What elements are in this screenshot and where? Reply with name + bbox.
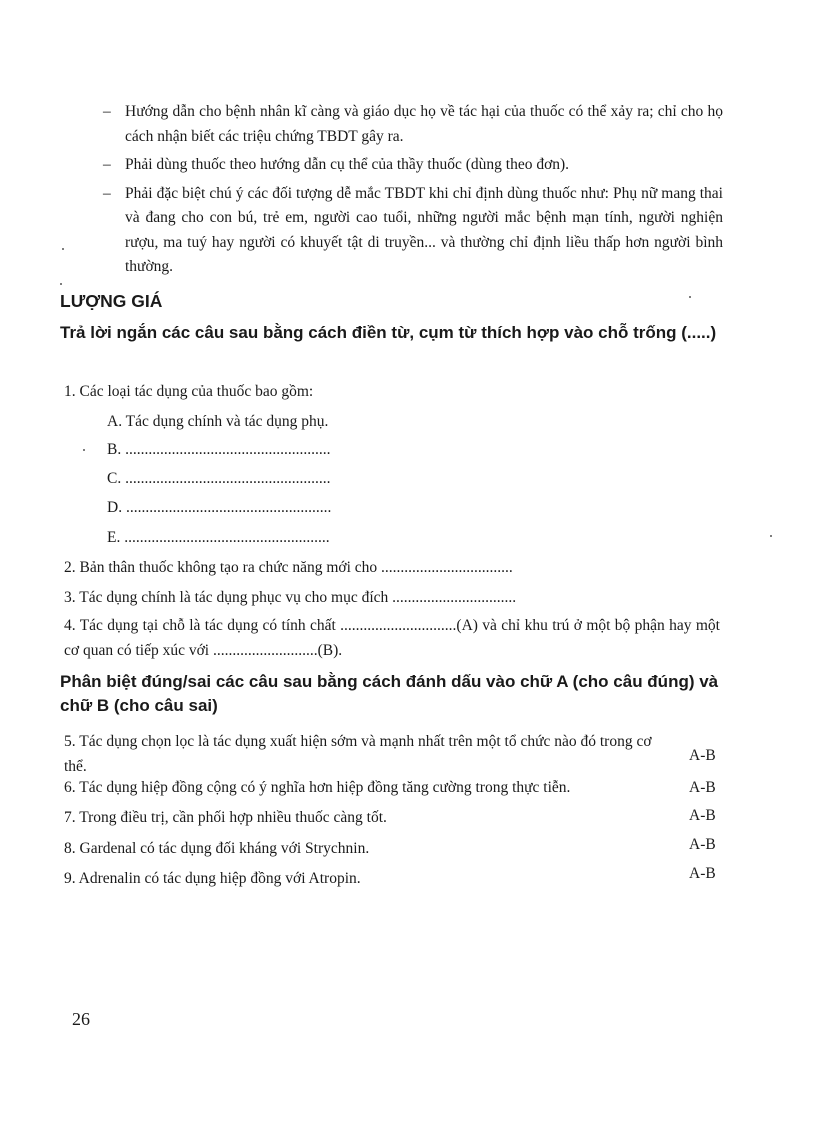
question-1-option-e: E. ..................................................... — [107, 529, 330, 546]
question-4 — [64, 614, 720, 663]
scan-speck — [689, 296, 691, 298]
answer-choice-6[interactable]: A-B — [689, 779, 716, 796]
list-item: – Hướng dẫn cho bệnh nhân kĩ càng và giáo dục họ về tác hại của thuốc có thể xảy ra; chỉ cho họ cách nhận biết các triệu chứng TBDT gây ra. — [103, 103, 723, 145]
bullet-text: Hướng dẫn cho bệnh nhân kĩ càng và giáo dục họ về tác hại của thuốc có thể xảy ra; chỉ cho họ cách nhận biết các triệu chứng TBDT gây ra. — [125, 103, 723, 145]
bullet-text: Phải đặc biệt chú ý các đối tượng dễ mắc TBDT khi chỉ định dùng thuốc như: Phụ nữ mang thai và đang cho con bú, trẻ em, người cao tuổi, những người mắc bệnh mạn tính, người nghiện rượu, ma tuý hay người có khuyết tật di truyền... và thường chỉ định liều thấp hơn người bình thường. — [125, 184, 723, 275]
scan-speck — [62, 248, 64, 250]
scan-speck — [83, 449, 85, 451]
question-5: 5. Tác dụng chọn lọc là tác dụng xuất hiện sớm và mạnh nhất trên một tổ chức nào đó trong cơ thể. — [64, 733, 652, 775]
question-6: 6. Tác dụng hiệp đồng cộng có ý nghĩa hơn hiệp đồng tăng cường trong thực tiễn. — [64, 779, 571, 796]
question-1-option-c: C. ..................................................... — [107, 470, 331, 487]
question-7: 7. Trong điều trị, cần phối hợp nhiều thuốc càng tốt. — [64, 809, 387, 826]
scan-speck — [770, 535, 772, 537]
question-1-option-b: B. ..................................................... — [107, 441, 331, 458]
question-1-option-d: D. ..................................................... — [107, 499, 332, 516]
answer-choice-8[interactable]: A-B — [689, 836, 716, 853]
section-title: LƯỢNG GIÁ — [60, 291, 163, 311]
page-number: 26 — [72, 1009, 90, 1029]
part1-heading: Trả lời ngắn các câu sau bằng cách điền từ, cụm từ thích hợp vào chỗ trống (.....) — [60, 323, 717, 342]
list-item: – Phải dùng thuốc theo hướng dẫn cụ thể của thầy thuốc (dùng theo đơn). — [103, 156, 570, 173]
question-2: 2. Bản thân thuốc không tạo ra chức năng mới cho .................................. — [64, 559, 513, 576]
answer-choice-9[interactable]: A-B — [689, 865, 716, 882]
question-8: 8. Gardenal có tác dụng đối kháng với Strychnin. — [64, 840, 370, 857]
scan-speck — [60, 283, 62, 285]
question-9: 9. Adrenalin có tác dụng hiệp đồng với Atropin. — [64, 870, 361, 887]
answer-choice-5[interactable]: A-B — [689, 747, 716, 764]
part2-heading: Phân biệt đúng/sai các câu sau bằng cách đánh dấu vào chữ A (cho câu đúng) và chữ B (cho câu sai) — [60, 672, 719, 715]
question-1-option-a: A. Tác dụng chính và tác dụng phụ. — [107, 413, 329, 430]
list-item: – Phải đặc biệt chú ý các đối tượng dễ mắc TBDT khi chỉ định dùng thuốc như: Phụ nữ mang thai và đang cho con bú, trẻ em, người cao tuổi, những người mắc bệnh mạn tính, người nghiện rượu, ma tuý hay người có khuyết tật di truyền... và thường chỉ định liều thấp hơn người bình thường. — [103, 184, 723, 275]
bullet-text: Phải dùng thuốc theo hướng dẫn cụ thể của thầy thuốc (dùng theo đơn). — [125, 156, 570, 173]
question-1: 1. Các loại tác dụng của thuốc bao gồm: — [64, 383, 314, 400]
answer-choice-7[interactable]: A-B — [689, 807, 716, 824]
precaution-list — [103, 100, 723, 284]
question-3: 3. Tác dụng chính là tác dụng phục vụ cho mục đích ................................ — [64, 589, 517, 606]
question-4-text: 4. Tác dụng tại chỗ là tác dụng có tính chất ..............................(A) và chỉ khu trú ở một bộ phận hay một cơ quan có tiếp xúc với ...........................(B). — [64, 617, 720, 659]
